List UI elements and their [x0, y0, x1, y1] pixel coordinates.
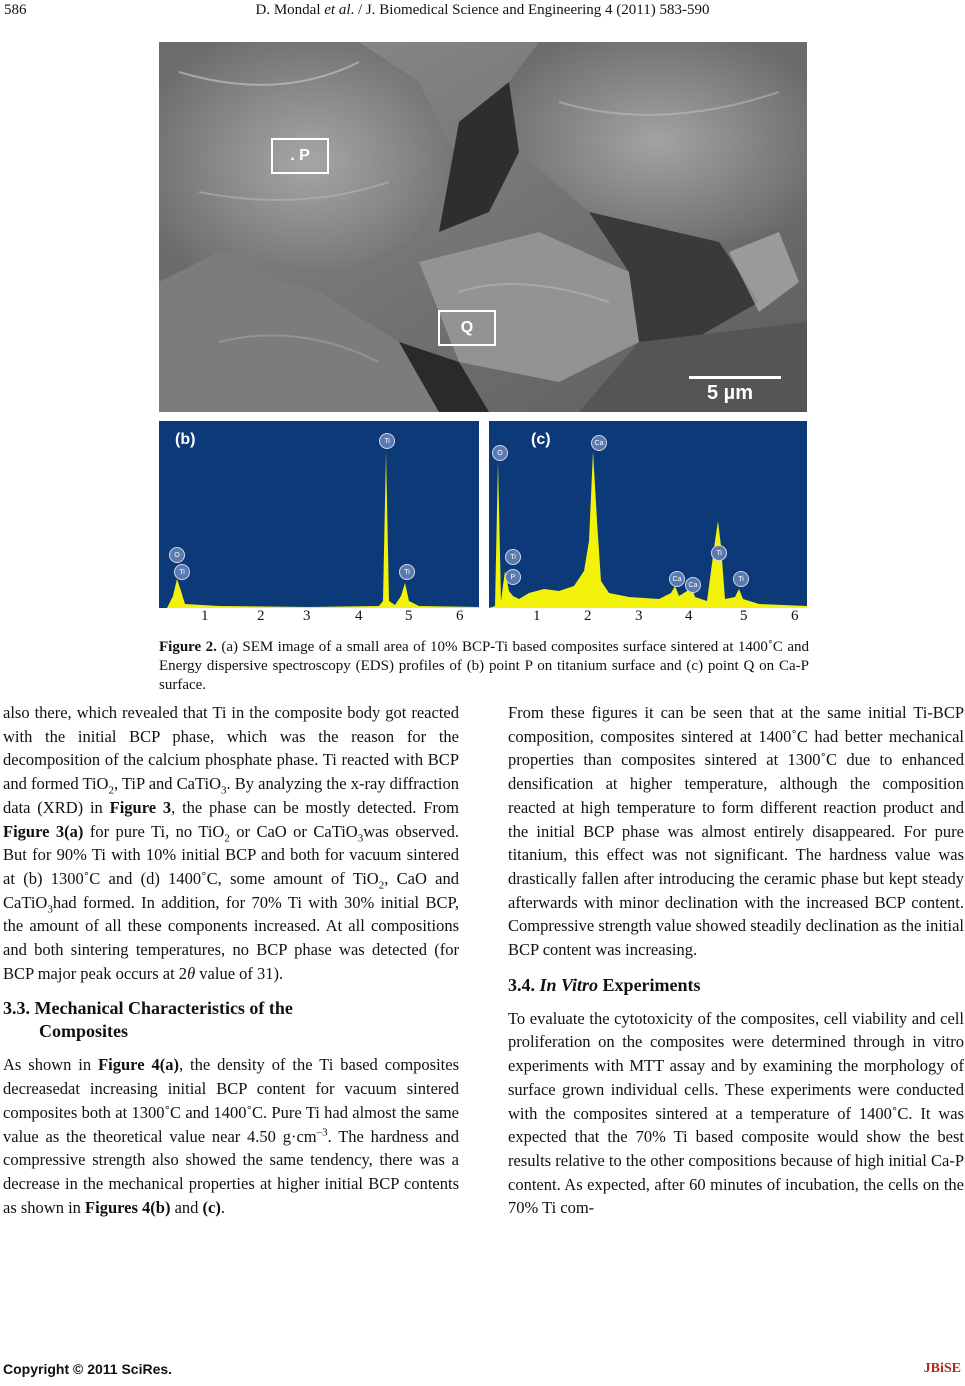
eds-b-spectrum — [159, 421, 479, 608]
text-run: As shown in — [3, 1055, 99, 1075]
figure-ref: Figures 4(b) — [85, 1197, 171, 1217]
eds-b-tick: 3 — [303, 608, 311, 624]
eds-b-tick: 6 — [456, 608, 464, 624]
text-run: for pure Ti, no TiO — [83, 821, 225, 841]
eds-c-peak-label: Ca — [591, 435, 607, 451]
text-run: , the density of the Ti based composites decreasedat increasing initial BCP content for vacuum sintered composites both at 1300˚C and 1400˚C. Pure Ti had almost the same value as the theoretical value near 4.50 g·cm — [3, 1055, 459, 1146]
text-run: , CaO and CaTiO — [3, 868, 459, 912]
text-run: or CaO or CaTiO — [229, 821, 358, 841]
subscript: 2 — [378, 879, 385, 892]
text-run: , TiP and CaTiO — [113, 774, 221, 794]
paragraph: To evaluate the cytotoxicity of the composites, cell viability and cell proliferation on the composites were determined through in vitro experiments with MTT assay and by examining the morphology of surface grown individual cells. These experiments were conducted with the composites sintered at a temperature of 1400˚C. It was expected that the 70% Ti based composite would show the best results relative to the other compositions because of high initial Ca-P content. As expected, after 60 minutes of incubation, the cells on the 70% Ti com- — [508, 1008, 964, 1218]
theta-symbol: θ — [187, 963, 196, 983]
right-column — [508, 701, 964, 1220]
page-header — [0, 0, 965, 24]
text-run: also there, which revealed that Ti in the composite body got reacted with the initial BCP phase, which was the reason for the decomposition of the calcium phosphate phase. Ti reacted with BCP and formed TiO — [3, 703, 459, 794]
running-header — [0, 2, 965, 19]
figure-ref: Figure 3 — [109, 797, 172, 817]
eds-c-peak-label: Ca — [669, 571, 685, 587]
subscript: 3 — [357, 831, 364, 844]
eds-c-tick: 3 — [635, 608, 643, 624]
eds-panel-c — [489, 421, 807, 608]
eds-c-peak-label: O — [492, 445, 508, 461]
heading-line: Composites — [39, 1021, 128, 1042]
eds-c-spectrum — [489, 421, 807, 608]
eds-b-peak-label: Ti — [379, 433, 395, 449]
running-authors: D. Mondal — [255, 2, 325, 18]
eds-c-peak-label: Ti — [733, 571, 749, 587]
subscript: 2 — [108, 784, 114, 797]
figure-ref: (c) — [202, 1197, 221, 1217]
running-journal: . / J. Biomedical Science and Engineering 4 (2011) 583-590 — [350, 2, 710, 18]
figure-ref: Figure 3(a) — [3, 821, 84, 841]
section-heading-3-4 — [508, 974, 964, 997]
text-run: . The hardness and compressive strength also showed the same tendency, there was a decrease in the mechanical properties at higher initial BCP contents as shown in — [3, 1126, 459, 1217]
eds-b-peak-label: Ti — [399, 564, 415, 580]
eds-c-tick: 6 — [791, 608, 799, 624]
eds-c-panel-label: (c) — [531, 431, 551, 448]
heading-line: 3.3. Mechanical Characteristics of the — [3, 998, 293, 1019]
eds-b-tick: 5 — [405, 608, 413, 624]
page-number: 586 — [4, 2, 27, 18]
eds-c-peak-label: Ca — [685, 577, 701, 593]
eds-b-tick: 1 — [201, 608, 209, 624]
eds-c-tick: 1 — [533, 608, 541, 624]
sem-image — [159, 42, 807, 412]
heading-text: Experiments — [598, 974, 701, 995]
sem-box-q: Q — [438, 310, 496, 346]
eds-b-axis — [159, 608, 479, 628]
subscript: 3 — [221, 784, 227, 797]
text-run: . By analyzing the x-ray diffraction data (XRD) in — [3, 774, 460, 817]
eds-c-tick: 4 — [685, 608, 693, 624]
eds-c-peak-label: P — [505, 569, 521, 585]
text-run: and — [170, 1197, 203, 1217]
paragraph — [3, 1053, 459, 1219]
heading-number: 3.4. — [508, 974, 540, 995]
eds-b-panel-label: (b) — [175, 431, 196, 448]
sem-box-p: . P — [271, 138, 329, 174]
text-run: was observed. But for 90% Ti with 10% initial BCP and both for vacuum sintered at (b) 1300˚C and (d) 1400˚C, some amount of TiO — [3, 821, 460, 888]
eds-b-peak-label: Ti — [174, 564, 190, 580]
eds-c-tick: 2 — [584, 608, 592, 624]
text-run: , the phase can be mostly detected. From — [171, 797, 459, 817]
eds-b-tick: 4 — [355, 608, 363, 624]
text-run: had formed. In addition, for 70% Ti with 30% initial BCP, the amount of all these components increased. At all compositions and both sintering temperatures, no BCP phase was detected (for BCP major peak occurs at 2 — [3, 892, 459, 983]
caption-text: (a) SEM image of a small area of 10% BCP-Ti based composites surface sintered at 1400˚C and Energy dispersive spectroscopy (EDS) profiles of (b) point P on titanium surface and (c) point Q on Ca-P surface. — [159, 639, 810, 693]
text-run: . — [220, 1197, 225, 1217]
scale-bar — [689, 376, 781, 379]
copyright: Copyright © 2011 SciRes. — [3, 1361, 173, 1377]
heading-italic: In Vitro — [539, 974, 599, 995]
subscript: 3 — [47, 902, 53, 915]
subscript: 2 — [224, 831, 230, 844]
running-etal: et al — [324, 2, 351, 18]
eds-b-tick: 2 — [257, 608, 265, 624]
figure-ref: Figure 4(a) — [98, 1055, 179, 1075]
eds-c-axis — [489, 608, 807, 628]
journal-abbrev: JBiSE — [923, 1361, 961, 1376]
superscript: –3 — [316, 1126, 328, 1139]
left-column — [3, 701, 459, 1219]
figure-caption — [159, 638, 809, 695]
caption-label: Figure 2. — [159, 639, 217, 655]
scale-label: 5 µm — [707, 382, 753, 404]
eds-panel-b — [159, 421, 479, 608]
section-heading-3-3 — [3, 997, 459, 1043]
eds-b-peak-label: O — [169, 547, 185, 563]
eds-c-peak-label: Ti — [505, 549, 521, 565]
eds-c-tick: 5 — [740, 608, 748, 624]
sem-texture — [159, 42, 807, 412]
eds-c-peak-label: Ti — [711, 545, 727, 561]
paragraph: From these figures it can be seen that at the same initial Ti-BCP composition, composites sintered at 1400˚C had better mechanical properties than composites sintered at 1300˚C due to enhanced densification at higher temperature, although the composition reacted at high temperature to form different reaction product and the initial BCP phase was almost entirely disappeared. For pure titanium, this effect was not significant. The hardness value was drastically fallen after introducing the ceramic phase but kept steady afterwards with minor declination with the increased BCP content. Compressive strength value showed steadily declination as the initial BCP content was increasing. — [508, 703, 964, 960]
text-run: value of 31). — [195, 963, 284, 983]
paragraph — [3, 701, 459, 985]
